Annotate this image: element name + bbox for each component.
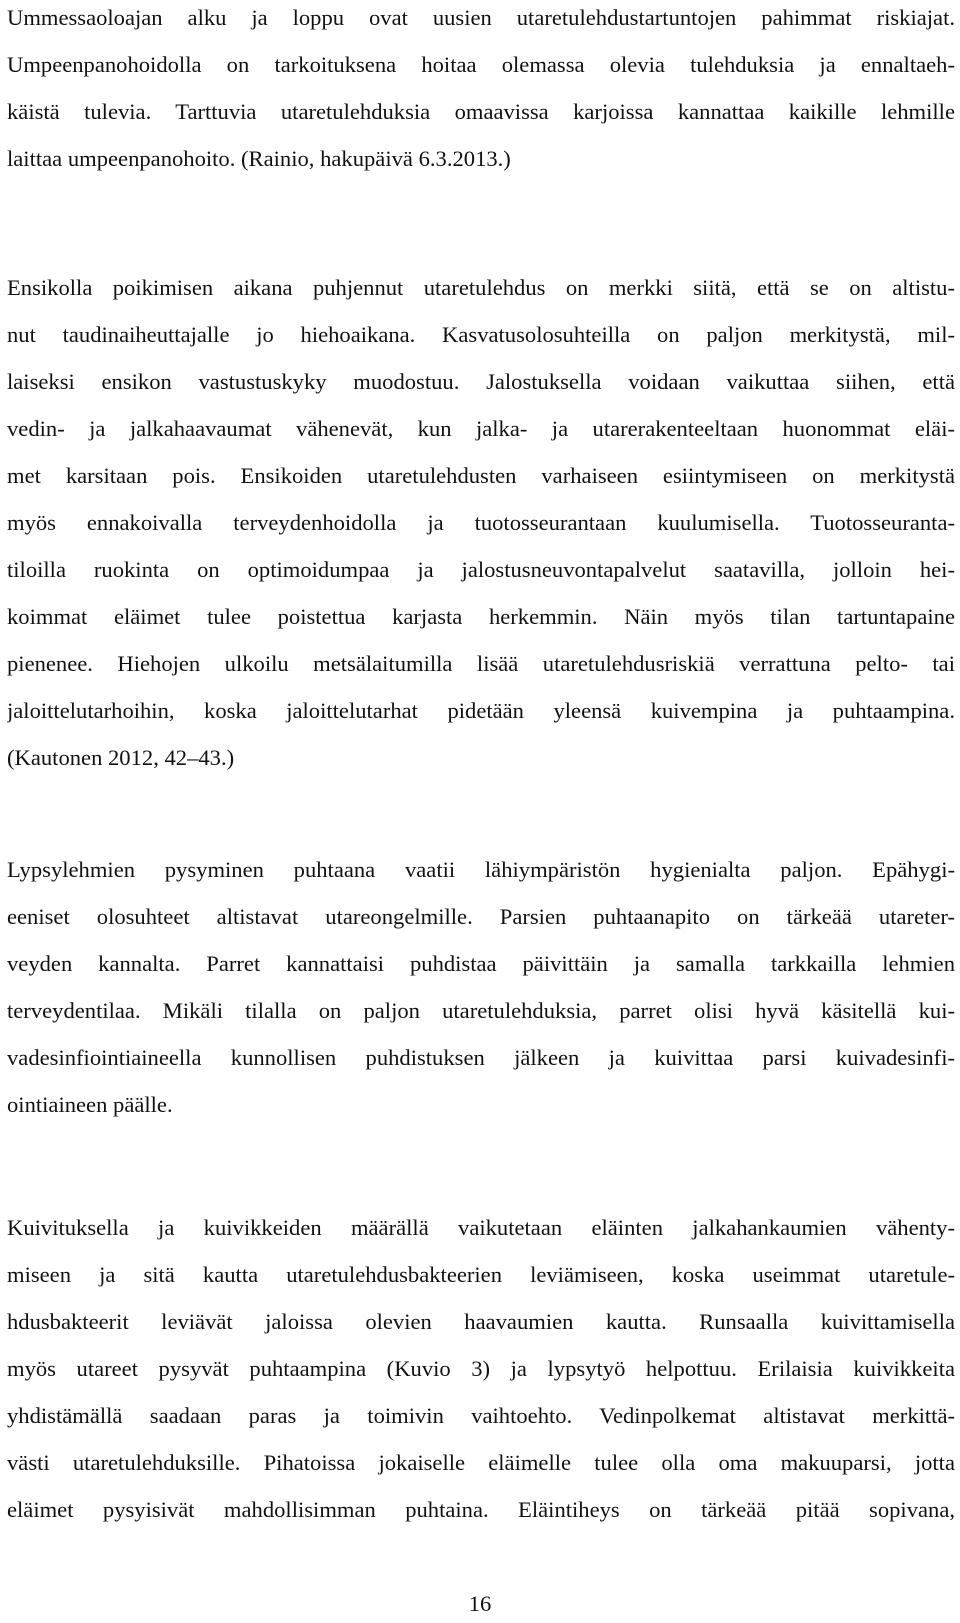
text-line: laiseksi ensikon vastustuskyky muodostuu. Jalostuksella voidaan vaikuttaa siihen, että — [7, 369, 955, 394]
text-line: veyden kannalta. Parret kannattaisi puhdistaa päivittäin ja samalla tarkkailla lehmien — [7, 951, 955, 976]
text-line: eeniset olosuhteet altistavat utareongelmille. Parsien puhtaanapito on tärkeää utareter- — [7, 904, 955, 929]
text-line: nut taudinaiheuttajalle jo hiehoaikana. Kasvatusolosuhteilla on paljon merkitystä, mil- — [7, 322, 955, 347]
paragraph-heifer-mastitis — [7, 264, 955, 781]
text-line: Umpeenpanohoidolla on tarkoituksena hoitaa olemassa olevia tulehduksia ja ennaltaeh- — [7, 52, 955, 77]
text-line: Kuivituksella ja kuivikkeiden määrällä vaikutetaan eläinten jalkahankaumien vähenty- — [7, 1215, 955, 1240]
text-line: vedin- ja jalkahaavaumat vähenevät, kun jalka- ja utarerakenteeltaan huonommat eläi- — [7, 416, 955, 441]
text-line: pienenee. Hiehojen ulkoilu metsälaitumilla lisää utaretulehdusriskiä verrattuna pelto- tai — [7, 651, 955, 676]
text-line: miseen ja sitä kautta utaretulehdusbakteerien leviämiseen, koska useimmat utaretule- — [7, 1262, 955, 1287]
text-line: met karsitaan pois. Ensikoiden utaretulehdusten varhaiseen esiintymiseen on merkitystä — [7, 463, 955, 488]
paragraph-bedding — [7, 1204, 955, 1533]
text-line: myös utareet pysyvät puhtaampina (Kuvio 3) ja lypsytyö helpottuu. Erilaisia kuivikkeita — [7, 1356, 955, 1381]
text-line: koimmat eläimet tulee poistettua karjasta herkemmin. Näin myös tilan tartuntapaine — [7, 604, 955, 629]
text-line: Ensikolla poikimisen aikana puhjennut utaretulehdus on merkki siitä, että se on altistu- — [7, 275, 955, 300]
paragraph-drying-off — [7, 0, 955, 182]
text-line: tiloilla ruokinta on optimoidumpaa ja jalostusneuvontapalvelut saatavilla, jolloin hei- — [7, 557, 955, 582]
text-line: ointiaineen päälle. — [7, 1092, 173, 1117]
paragraph-hygiene — [7, 846, 955, 1128]
text-line: käistä tulevia. Tarttuvia utaretulehduksia omaavissa karjoissa kannattaa kaikille lehmille — [7, 99, 955, 124]
page-number: 16 — [468, 1591, 492, 1616]
text-line: myös ennakoivalla terveydenhoidolla ja tuotosseurantaan kuulumisella. Tuotosseuranta- — [7, 510, 955, 535]
text-line: (Kautonen 2012, 42–43.) — [7, 745, 235, 770]
text-line: eläimet pysyisivät mahdollisimman puhtaina. Eläintiheys on tärkeää pitää sopivana, — [7, 1497, 955, 1522]
text-line: Lypsylehmien pysyminen puhtaana vaatii lähiympäristön hygienialta paljon. Epähygi- — [7, 857, 955, 882]
text-line: vadesinfiointiaineella kunnollisen puhdistuksen jälkeen ja kuivittaa parsi kuivadesinfi- — [7, 1045, 955, 1070]
text-line: västi utaretulehduksille. Pihatoissa jokaiselle eläimelle tulee olla oma makuuparsi, jotta — [7, 1450, 955, 1475]
text-line: yhdistämällä saadaan paras ja toimivin vaihtoehto. Vedinpolkemat altistavat merkittä- — [7, 1403, 955, 1428]
text-line: laittaa umpeenpanohoito. (Rainio, hakupäivä 6.3.2013.) — [7, 146, 511, 171]
text-line: jaloittelutarhoihin, koska jaloittelutarhat pidetään yleensä kuivempina ja puhtaampina. — [7, 698, 955, 723]
text-line: terveydentilaa. Mikäli tilalla on paljon utaretulehduksia, parret olisi hyvä käsitellä kui- — [7, 998, 955, 1023]
text-line: hdusbakteerit leviävät jaloissa olevien haavaumien kautta. Runsaalla kuivittamisella — [7, 1309, 955, 1334]
text-line: Ummessaoloajan alku ja loppu ovat uusien utaretulehdustartuntojen pahimmat riskiajat. — [7, 5, 955, 30]
